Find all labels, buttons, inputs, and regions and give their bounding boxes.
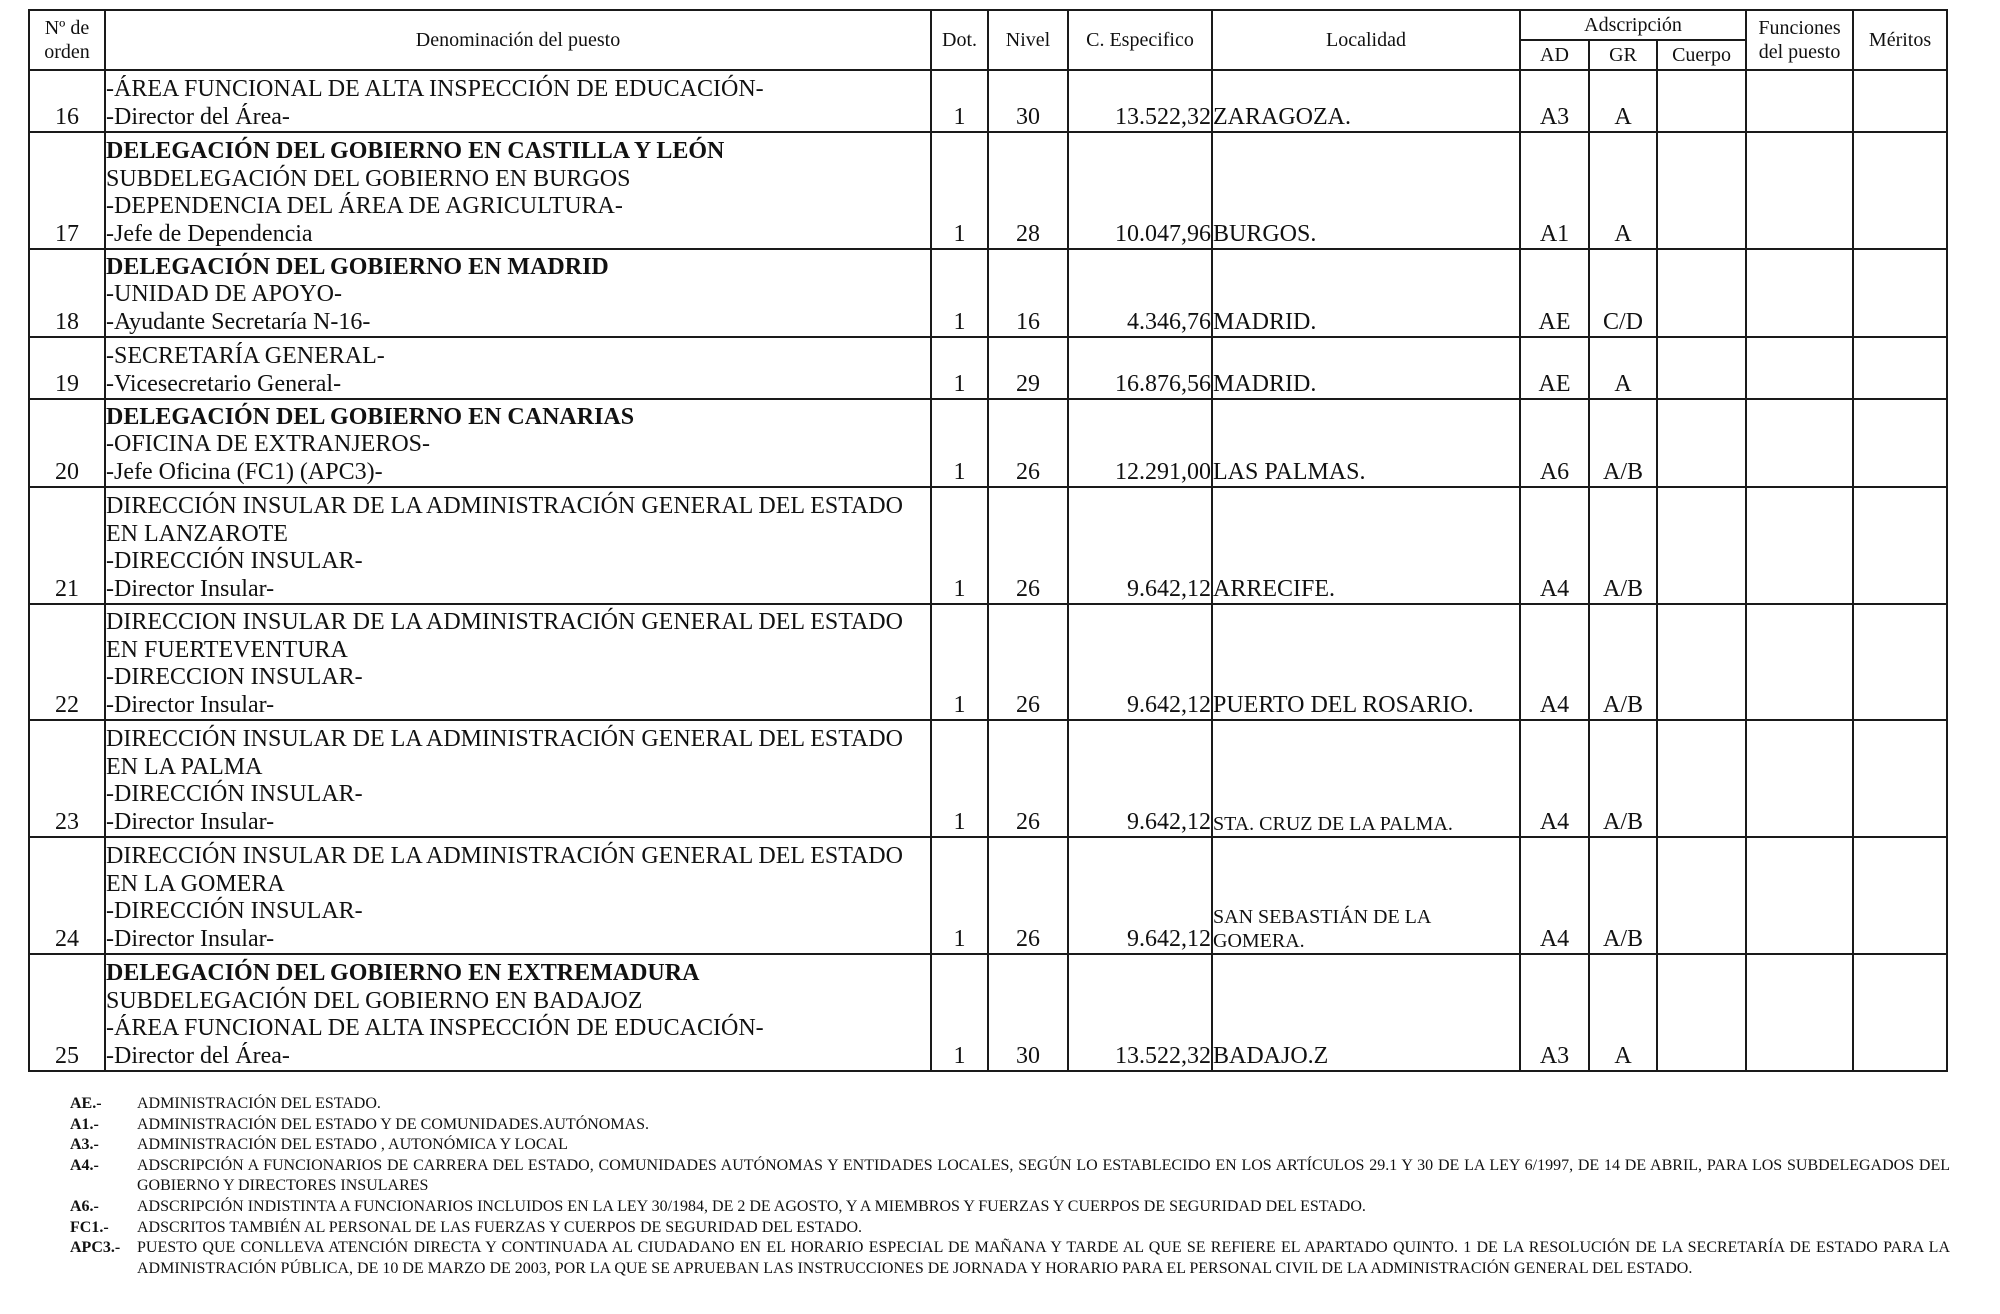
c-especifico-cell: 9.642,12 — [1068, 487, 1212, 604]
denominacion-cell — [105, 954, 931, 1071]
organization-heading: DELEGACIÓN DEL GOBIERNO EN EXTREMADURA — [106, 960, 700, 986]
funciones-cell — [1746, 954, 1853, 1071]
position-line: -SECRETARÍA GENERAL- — [106, 343, 385, 369]
nivel-cell: 26 — [988, 837, 1068, 954]
position-line: -Director Insular- — [106, 575, 275, 602]
table-row — [29, 487, 1947, 604]
header-c-especifico: C. Especifico — [1068, 10, 1212, 70]
legend-key: A4.- — [70, 1156, 99, 1174]
localidad-cell: PUERTO DEL ROSARIO. — [1212, 604, 1520, 720]
nivel-cell: 26 — [988, 720, 1068, 837]
table-row — [29, 954, 1947, 1071]
legend-item — [70, 1238, 1950, 1279]
gr-cell: A — [1589, 70, 1657, 132]
c-especifico-cell: 12.291,00 — [1068, 399, 1212, 487]
cuerpo-cell — [1657, 70, 1746, 132]
gr-cell: A — [1589, 954, 1657, 1071]
table-row — [29, 337, 1947, 399]
gr-cell: C/D — [1589, 249, 1657, 337]
dot-cell: 1 — [931, 604, 988, 720]
legend-text: ADSCRIPCIÓN A FUNCIONARIOS DE CARRERA DEL ESTADO, COMUNIDADES AUTÓNOMAS Y ENTIDADES LOCALES, SEGÚN LO ESTABLECIDO EN LOS ARTÍCULOS 29.1 Y 30 DE LA LEY 6/1997, DE 14 DE ABRIL, PARA LOS SUBDELEGADOS DEL GOBIERNO Y DIRECTORES INSULARES — [137, 1156, 1950, 1195]
position-line: EN LANZAROTE — [106, 520, 288, 547]
legend-key: FC1.- — [70, 1218, 109, 1236]
c-especifico-cell: 16.876,56 — [1068, 337, 1212, 399]
ad-cell: AE — [1520, 249, 1589, 337]
position-line: -Director Insular- — [106, 808, 275, 835]
header-meritos: Méritos — [1853, 10, 1947, 70]
legend-text: ADSCRITOS TAMBIÉN AL PERSONAL DE LAS FUERZAS Y CUERPOS DE SEGURIDAD DEL ESTADO. — [137, 1218, 863, 1236]
orden-cell: 21 — [29, 487, 105, 604]
orden-cell: 17 — [29, 132, 105, 249]
localidad-cell: LAS PALMAS. — [1212, 399, 1520, 487]
dot-cell: 1 — [931, 249, 988, 337]
legend-text: ADMINISTRACIÓN DEL ESTADO. — [137, 1095, 381, 1112]
position-line: -Director del Área- — [106, 1042, 290, 1069]
header-gr: GR — [1589, 40, 1657, 70]
dot-cell: 1 — [931, 720, 988, 837]
c-especifico-cell: 13.522,32 — [1068, 70, 1212, 132]
legend-text: ADMINISTRACIÓN DEL ESTADO , AUTONÓMICA Y LOCAL — [137, 1136, 568, 1154]
position-line: EN LA GOMERA — [106, 870, 285, 897]
orden-cell: 18 — [29, 249, 105, 337]
position-line: DIRECCIÓN INSULAR DE LA ADMINISTRACIÓN GENERAL DEL ESTADO — [106, 493, 903, 519]
position-line: -DEPENDENCIA DEL ÁREA DE AGRICULTURA- — [106, 193, 623, 219]
header-localidad: Localidad — [1212, 10, 1520, 70]
header-nivel: Nivel — [988, 10, 1068, 70]
denominacion-cell — [105, 70, 931, 132]
c-especifico-cell: 9.642,12 — [1068, 720, 1212, 837]
legend-key: A6.- — [70, 1197, 99, 1215]
header-funciones: Funciones del puesto — [1746, 10, 1853, 70]
meritos-cell — [1853, 604, 1947, 720]
dot-cell: 1 — [931, 487, 988, 604]
nivel-cell: 26 — [988, 399, 1068, 487]
ad-cell: A4 — [1520, 487, 1589, 604]
ad-cell: A3 — [1520, 954, 1589, 1071]
funciones-cell — [1746, 837, 1853, 954]
header-ad: AD — [1520, 40, 1589, 70]
position-line: EN LA PALMA — [106, 753, 263, 780]
legend-key: AE.- — [70, 1095, 102, 1112]
denominacion-cell — [105, 604, 931, 720]
legend-item — [70, 1218, 1950, 1239]
legend-item — [70, 1156, 1950, 1197]
gr-cell: A/B — [1589, 487, 1657, 604]
localidad-cell: ZARAGOZA. — [1212, 70, 1520, 132]
cuerpo-cell — [1657, 399, 1746, 487]
table-body — [29, 70, 1947, 1071]
table-row — [29, 249, 1947, 337]
meritos-cell — [1853, 487, 1947, 604]
funciones-cell — [1746, 720, 1853, 837]
dot-cell: 1 — [931, 70, 988, 132]
funciones-cell — [1746, 487, 1853, 604]
position-line: -Ayudante Secretaría N-16- — [106, 308, 371, 335]
ad-cell: A4 — [1520, 604, 1589, 720]
table-row — [29, 132, 1947, 249]
dot-cell: 1 — [931, 954, 988, 1071]
position-line: -DIRECCIÓN INSULAR- — [106, 781, 363, 807]
table-row — [29, 720, 1947, 837]
gr-cell: A/B — [1589, 837, 1657, 954]
legend-item — [70, 1197, 1950, 1218]
dot-cell: 1 — [931, 132, 988, 249]
cuerpo-cell — [1657, 487, 1746, 604]
legend-item — [70, 1115, 1950, 1136]
position-line: -DIRECCIÓN INSULAR- — [106, 548, 363, 574]
localidad-cell: MADRID. — [1212, 337, 1520, 399]
position-line: DIRECCIÓN INSULAR DE LA ADMINISTRACIÓN GENERAL DEL ESTADO — [106, 726, 903, 752]
meritos-cell — [1853, 399, 1947, 487]
c-especifico-cell: 4.346,76 — [1068, 249, 1212, 337]
position-line: DIRECCION INSULAR DE LA ADMINISTRACIÓN GENERAL DEL ESTADO — [106, 609, 903, 635]
ad-cell: A4 — [1520, 837, 1589, 954]
header-denominacion: Denominación del puesto — [105, 10, 931, 70]
legend-item — [70, 1094, 1950, 1115]
organization-heading: DELEGACIÓN DEL GOBIERNO EN CANARIAS — [106, 403, 635, 430]
gr-cell: A/B — [1589, 399, 1657, 487]
nivel-cell: 28 — [988, 132, 1068, 249]
cuerpo-cell — [1657, 337, 1746, 399]
meritos-cell — [1853, 837, 1947, 954]
position-line: -DIRECCION INSULAR- — [106, 664, 363, 690]
c-especifico-cell: 9.642,12 — [1068, 604, 1212, 720]
denominacion-cell — [105, 337, 931, 399]
header-cuerpo: Cuerpo — [1657, 40, 1746, 70]
header-orden: Nº de orden — [29, 10, 105, 70]
funciones-cell — [1746, 399, 1853, 487]
position-line: -Director del Área- — [106, 103, 290, 130]
orden-cell: 22 — [29, 604, 105, 720]
meritos-cell — [1853, 337, 1947, 399]
position-line: DIRECCIÓN INSULAR DE LA ADMINISTRACIÓN GENERAL DEL ESTADO — [106, 843, 903, 869]
position-line: EN FUERTEVENTURA — [106, 636, 348, 663]
position-line: SUBDELEGACIÓN DEL GOBIERNO EN BADAJOZ — [106, 987, 643, 1014]
localidad-line: SAN SEBASTIÁN DE LA — [1213, 906, 1432, 928]
dot-cell: 1 — [931, 337, 988, 399]
legend-text: ADSCRIPCIÓN INDISTINTA A FUNCIONARIOS INCLUIDOS EN LA LEY 30/1984, DE 2 DE AGOSTO, Y A MIEMBROS Y FUERZAS Y CUERPOS DE SEGURIDAD DEL ESTADO. — [137, 1197, 1366, 1215]
orden-cell: 24 — [29, 837, 105, 954]
nivel-cell: 26 — [988, 604, 1068, 720]
position-line: -Jefe de Dependencia — [106, 220, 313, 247]
cuerpo-cell — [1657, 954, 1746, 1071]
cuerpo-cell — [1657, 604, 1746, 720]
position-line: -DIRECCIÓN INSULAR- — [106, 898, 363, 924]
organization-heading: DELEGACIÓN DEL GOBIERNO EN CASTILLA Y LEÓN — [106, 138, 725, 164]
legend-key: APC3.- — [70, 1239, 121, 1257]
localidad-cell: STA. CRUZ DE LA PALMA. — [1212, 720, 1520, 837]
denominacion-cell — [105, 249, 931, 337]
legend-text: ADMINISTRACIÓN DEL ESTADO Y DE COMUNIDADES.AUTÓNOMAS. — [137, 1115, 650, 1133]
cuerpo-cell — [1657, 249, 1746, 337]
orden-cell: 16 — [29, 70, 105, 132]
localidad-line: GOMERA. — [1213, 930, 1305, 952]
gr-cell: A — [1589, 337, 1657, 399]
meritos-cell — [1853, 132, 1947, 249]
positions-table — [28, 9, 1948, 1072]
nivel-cell: 30 — [988, 70, 1068, 132]
localidad-cell: MADRID. — [1212, 249, 1520, 337]
table-row — [29, 70, 1947, 132]
localidad-cell — [1212, 837, 1520, 954]
ad-cell: A6 — [1520, 399, 1589, 487]
c-especifico-cell: 9.642,12 — [1068, 837, 1212, 954]
nivel-cell: 16 — [988, 249, 1068, 337]
position-line: -Vicesecretario General- — [106, 370, 342, 397]
denominacion-cell — [105, 132, 931, 249]
denominacion-cell — [105, 399, 931, 487]
position-line: -Director Insular- — [106, 925, 275, 952]
position-line: -ÁREA FUNCIONAL DE ALTA INSPECCIÓN DE EDUCACIÓN- — [106, 1015, 764, 1041]
dot-cell: 1 — [931, 837, 988, 954]
position-line: SUBDELEGACIÓN DEL GOBIERNO EN BURGOS — [106, 165, 631, 192]
meritos-cell — [1853, 70, 1947, 132]
legend-text: PUESTO QUE CONLLEVA ATENCIÓN DIRECTA Y CONTINUADA AL CIUDADANO EN EL HORARIO ESPECIAL DE MAÑANA Y TARDE AL QUE SE REFIERE EL APARTADO QUINTO. 1 DE LA RESOLUCIÓN DE LA SECRETARÍA DE ESTADO PARA LA ADMINISTRACIÓN PÚBLICA, DE 10 DE MARZO DE 2003, POR LA QUE SE APRUEBAN LAS INSTRUCCIONES DE JORNADA Y HORARIO PARA EL PERSONAL CIVIL DE LA ADMINISTRACIÓN GENERAL DEL ESTADO. — [137, 1239, 1950, 1277]
nivel-cell: 26 — [988, 487, 1068, 604]
orden-cell: 23 — [29, 720, 105, 837]
table-header — [29, 10, 1947, 70]
legend — [70, 1094, 1950, 1279]
cuerpo-cell — [1657, 720, 1746, 837]
ad-cell: AE — [1520, 337, 1589, 399]
header-dot: Dot. — [931, 10, 988, 70]
gr-cell: A/B — [1589, 720, 1657, 837]
table-row — [29, 837, 1947, 954]
position-line: -Jefe Oficina (FC1) (APC3)- — [106, 458, 383, 485]
legend-key: A3.- — [70, 1136, 99, 1154]
localidad-cell: BURGOS. — [1212, 132, 1520, 249]
meritos-cell — [1853, 249, 1947, 337]
legend-key: A1.- — [70, 1115, 99, 1133]
orden-cell: 19 — [29, 337, 105, 399]
header-adscripcion: Adscripción — [1520, 10, 1746, 40]
funciones-cell — [1746, 132, 1853, 249]
position-line: -OFICINA DE EXTRANJEROS- — [106, 431, 430, 457]
denominacion-cell — [105, 720, 931, 837]
nivel-cell: 30 — [988, 954, 1068, 1071]
c-especifico-cell: 10.047,96 — [1068, 132, 1212, 249]
localidad-cell: ARRECIFE. — [1212, 487, 1520, 604]
cuerpo-cell — [1657, 132, 1746, 249]
orden-cell: 20 — [29, 399, 105, 487]
ad-cell: A4 — [1520, 720, 1589, 837]
funciones-cell — [1746, 70, 1853, 132]
funciones-cell — [1746, 337, 1853, 399]
organization-heading: DELEGACIÓN DEL GOBIERNO EN MADRID — [106, 253, 609, 280]
position-line: -UNIDAD DE APOYO- — [106, 281, 342, 307]
position-line: -Director Insular- — [106, 691, 275, 718]
table-row — [29, 604, 1947, 720]
gr-cell: A — [1589, 132, 1657, 249]
orden-cell: 25 — [29, 954, 105, 1071]
funciones-cell — [1746, 249, 1853, 337]
legend-item — [70, 1135, 1950, 1156]
dot-cell: 1 — [931, 399, 988, 487]
localidad-cell: BADAJO.Z — [1212, 954, 1520, 1071]
nivel-cell: 29 — [988, 337, 1068, 399]
denominacion-cell — [105, 837, 931, 954]
funciones-cell — [1746, 604, 1853, 720]
gr-cell: A/B — [1589, 604, 1657, 720]
table-row — [29, 399, 1947, 487]
meritos-cell — [1853, 720, 1947, 837]
position-line: -ÁREA FUNCIONAL DE ALTA INSPECCIÓN DE EDUCACIÓN- — [106, 76, 764, 102]
ad-cell: A1 — [1520, 132, 1589, 249]
meritos-cell — [1853, 954, 1947, 1071]
denominacion-cell — [105, 487, 931, 604]
ad-cell: A3 — [1520, 70, 1589, 132]
c-especifico-cell: 13.522,32 — [1068, 954, 1212, 1071]
cuerpo-cell — [1657, 837, 1746, 954]
